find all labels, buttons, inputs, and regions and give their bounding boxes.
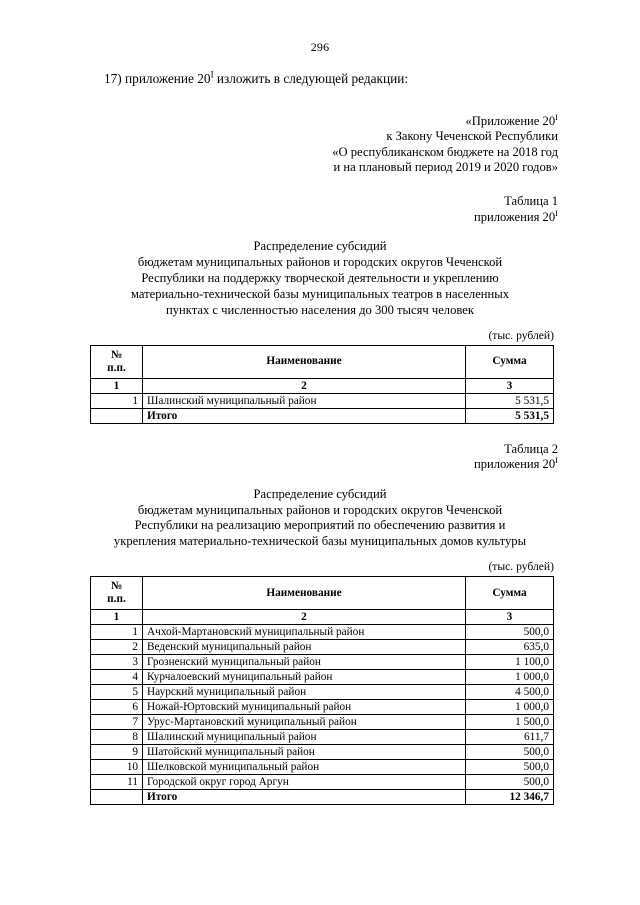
table-1-row-0-num: 1 xyxy=(91,393,143,408)
table-1-header-name: Наименование xyxy=(143,345,466,378)
table-2-row-4-sum: 4 500,0 xyxy=(466,685,554,700)
table-2-header-name: Наименование xyxy=(143,577,466,610)
table-2-row-0-sum: 500,0 xyxy=(466,625,554,640)
table-2-row-5-name: Ножай-Юртовский муниципальный район xyxy=(143,700,466,715)
table-2-row-4-name: Наурский муниципальный район xyxy=(143,685,466,700)
table-2-row-6-sum: 1 500,0 xyxy=(466,715,554,730)
table-2-header-num-line-2: п.п. xyxy=(107,593,126,606)
table-2-row-0-name: Ачхой-Мартановский муниципальный район xyxy=(143,625,466,640)
table-1-total-row xyxy=(91,408,554,423)
table-2-row-5-num: 6 xyxy=(91,700,143,715)
table-row xyxy=(91,670,554,685)
table-2-row-9-name: Шелковской муниципальный район xyxy=(143,760,466,775)
table-2-title-line-3: Республики на реализацию мероприятий по обеспечению развития и xyxy=(134,518,506,533)
table-1-colnum-3: 3 xyxy=(466,378,554,393)
table-1-ref-line-1: Таблица 1 xyxy=(504,194,558,209)
table-2-row-3-num: 4 xyxy=(91,670,143,685)
table-1-header-num-line-2: п.п. xyxy=(107,361,126,374)
table-2-row-8-num: 9 xyxy=(91,745,143,760)
table-2-row-8-name: Шатойский муниципальный район xyxy=(143,745,466,760)
table-1-colnum-1: 1 xyxy=(91,378,143,393)
table-row xyxy=(91,760,554,775)
table-2-row-2-name: Грозненский муниципальный район xyxy=(143,655,466,670)
table-1-colnum-2: 2 xyxy=(143,378,466,393)
table-1-title-line-4: материально-технической базы муниципальных театров в населенных xyxy=(130,286,510,301)
table-2-row-6-name: Урус-Мартановский муниципальный район xyxy=(143,715,466,730)
table-row xyxy=(91,685,554,700)
table-row xyxy=(91,625,554,640)
table-1-row-0-sum: 5 531,5 xyxy=(466,393,554,408)
table-2-header-num xyxy=(91,577,143,610)
table-1-units-note: (тыс. рублей) xyxy=(488,328,554,342)
table-1-header-num xyxy=(91,345,143,378)
table-2-total-sum: 12 346,7 xyxy=(466,790,554,805)
table-2-row-9-num: 10 xyxy=(91,760,143,775)
table-row xyxy=(91,715,554,730)
table-2-row-1-name: Веденский муниципальный район xyxy=(143,640,466,655)
table-1-wrapper xyxy=(0,345,640,424)
attribution-line-2: к Закону Чеченской Республики xyxy=(386,129,558,144)
table-2-row-7-num: 8 xyxy=(91,730,143,745)
table-row xyxy=(91,730,554,745)
table-1-header-row xyxy=(91,345,554,378)
table-2-units-note: (тыс. рублей) xyxy=(488,560,554,574)
table-2-colnum-3: 3 xyxy=(466,610,554,625)
table-2-total-row xyxy=(91,790,554,805)
table-1-total-label: Итого xyxy=(143,408,466,423)
table-2-row-1-sum: 635,0 xyxy=(466,640,554,655)
table-2-header-sum: Сумма xyxy=(466,577,554,610)
table-1-ref-line-2: приложения $20^I$ xyxy=(473,207,558,224)
table-2-row-2-num: 3 xyxy=(91,655,143,670)
table-2-row-3-name: Курчалоевский муниципальный район xyxy=(143,670,466,685)
table-1-title-line-5: пунктах с численностью населения до 300 тысяч человек xyxy=(166,302,474,317)
table-1-column-number-row xyxy=(91,378,554,393)
table-2-row-8-sum: 500,0 xyxy=(466,745,554,760)
table-1-body xyxy=(91,378,554,423)
table-2-total-label: Итого xyxy=(143,790,466,805)
table-2-row-10-sum: 500,0 xyxy=(466,775,554,790)
table-2-colnum-1: 1 xyxy=(91,610,143,625)
table-1-title xyxy=(0,239,640,318)
table-2-row-1-num: 2 xyxy=(91,640,143,655)
table-2-title xyxy=(0,487,640,550)
table-2-row-7-name: Шалинский муниципальный район xyxy=(143,730,466,745)
attribution-line-3: «О республиканском бюджете на 2018 год xyxy=(332,144,558,159)
table-2-row-2-sum: 1 100,0 xyxy=(466,655,554,670)
table-row xyxy=(91,745,554,760)
table-2 xyxy=(90,576,554,805)
table-1-reference xyxy=(0,194,640,225)
table-2-row-10-num: 11 xyxy=(91,775,143,790)
table-2-row-0-num: 1 xyxy=(91,625,143,640)
table-2-title-line-4: укрепления материально-технической базы муниципальных домов культуры xyxy=(113,534,527,549)
table-1-title-line-1: Распределение субсидий xyxy=(253,239,387,254)
table-2-row-10-name: Городской округ город Аргун xyxy=(143,775,466,790)
intro-paragraph: 17) приложение $20^I$ изложить в следующей редакции: xyxy=(104,69,409,86)
table-2-ref-line-1: Таблица 2 xyxy=(504,441,558,456)
table-2-row-6-num: 7 xyxy=(91,715,143,730)
table-2-colnum-2: 2 xyxy=(143,610,466,625)
table-2-reference xyxy=(0,442,640,473)
table-1-title-line-2: бюджетам муниципальных районов и городских округов Чеченской xyxy=(137,255,503,270)
table-1-total-num xyxy=(91,408,143,423)
table-2-body xyxy=(91,610,554,805)
table-row xyxy=(91,655,554,670)
table-2-ref-line-2: приложения $20^I$ xyxy=(473,454,558,472)
attribution-line-1: «Приложение $20^I$ xyxy=(465,111,558,128)
table-2-row-9-sum: 500,0 xyxy=(466,760,554,775)
table-2-column-number-row xyxy=(91,610,554,625)
table-2-header-num-line-1: № xyxy=(110,580,123,593)
table-2-row-3-sum: 1 000,0 xyxy=(466,670,554,685)
table-2-row-4-num: 5 xyxy=(91,685,143,700)
table-1-header-sum: Сумма xyxy=(466,345,554,378)
table-1-row-0-name: Шалинский муниципальный район xyxy=(143,393,466,408)
attribution-line-4: и на плановый период 2019 и 2020 годов» xyxy=(333,160,558,175)
attribution-block xyxy=(0,111,640,176)
table-row xyxy=(91,393,554,408)
table-2-header-row xyxy=(91,577,554,610)
table-2-title-line-1: Распределение субсидий xyxy=(253,486,387,501)
table-2-wrapper xyxy=(0,576,640,805)
table-row xyxy=(91,640,554,655)
table-2-total-num xyxy=(91,790,143,805)
table-row xyxy=(91,700,554,715)
table-1-total-sum: 5 531,5 xyxy=(466,408,554,423)
table-row xyxy=(91,775,554,790)
table-1-title-line-3: Республики на поддержку творческой деятельности и укреплению xyxy=(141,270,499,285)
page-number: 296 xyxy=(310,40,330,54)
table-2-title-line-2: бюджетам муниципальных районов и городских округов Чеченской xyxy=(137,502,503,517)
table-1 xyxy=(90,345,554,424)
table-1-header-num-line-1: № xyxy=(110,348,123,361)
table-2-row-7-sum: 611,7 xyxy=(466,730,554,745)
table-2-row-5-sum: 1 000,0 xyxy=(466,700,554,715)
